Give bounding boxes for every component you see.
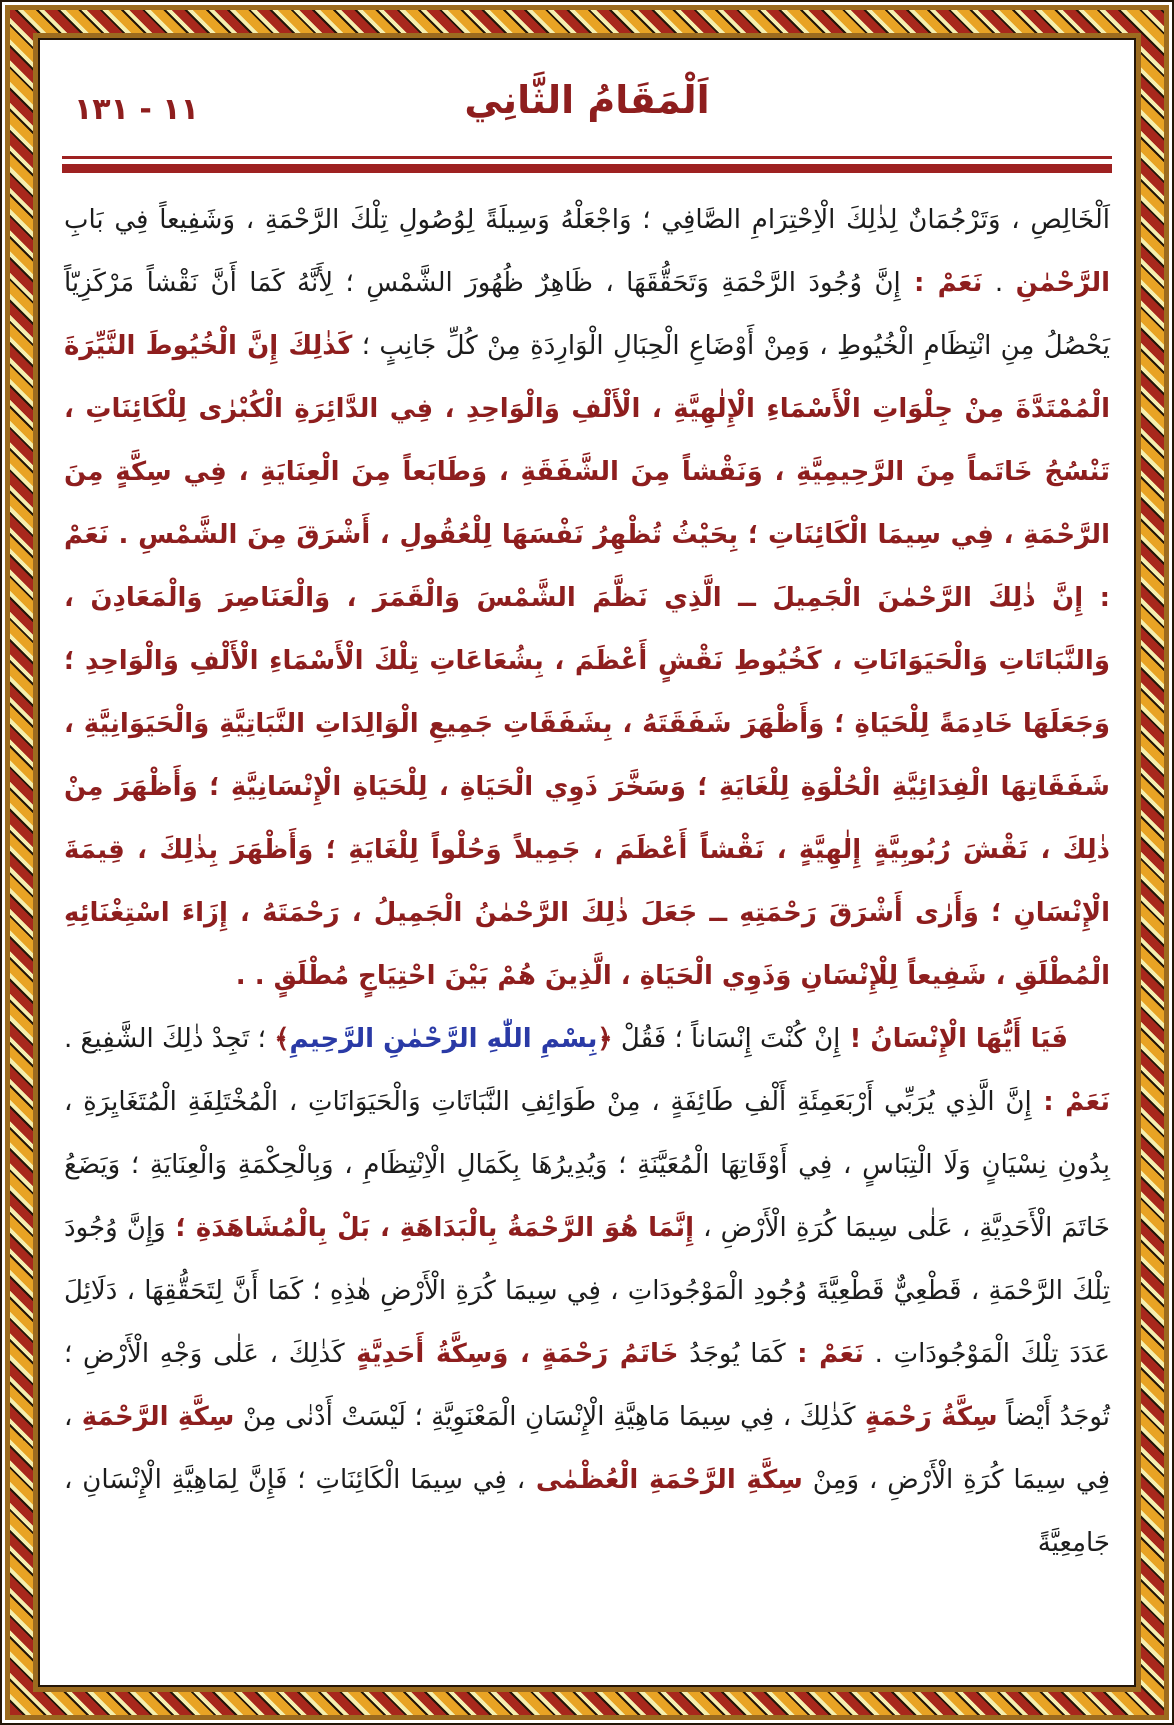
text-segment: إِنْ كُنْتَ إِنْسَاناً ؛ فَقُلْ — [612, 1024, 841, 1054]
page-number: ١١ - ١٣١ — [74, 92, 199, 127]
text-segment: ، فِي سِيمَا كُرَةِ الْأَرْضِ ، وَمِنْ — [64, 1402, 1111, 1495]
text-segment: وَإِنَّ وُجُودَ تِلْكَ الرَّحْمَةِ ، قَطْعِيٌّ قَطْعِيَّةَ وُجُودِ الْمَوْجُودَاتِ ، فِي سِيمَا كُرَةِ الْأَرْضِ هٰذِهِ ؛ كَمَا أَنَّ لِتَحَقُّقِهَا ، دَلَائِلَ عَدَدَ تِلْكَ الْمَوْجُودَاتِ . — [64, 1213, 1110, 1369]
text-segment: . — [982, 268, 1016, 298]
text-segment: كَذٰلِكَ إِنَّ الْخُيُوطَ النَّيِّرَةَ الْمُمْتَدَّةَ مِنْ جِلْوَاتِ الْأَسْمَاءِ الْإِلٰهِيَّةِ ، الْأَلْفِ وَالْوَاحِدِ ، فِي الدَّائِرَةِ الْكُبْرٰى لِلْكَائِنَاتِ ، تَنْسُجُ خَاتَماً مِنَ الرَّحِيمِيَّةِ ، وَنَقْشاً مِنَ الشَّفَقَةِ ، وَطَابَعاً مِنَ الْعِنَايَةِ ، فِي سِكَّةٍ مِنَ الرَّحْمَةِ ، فِي سِيمَا الْكَائِنَاتِ ؛ بِحَيْثُ تُظْهِرُ نَفْسَهَا لِلْعُقُولِ ، أَشْرَقَ مِنَ الشَّمْسِ . نَعَمْ : إِنَّ ذٰلِكَ الرَّحْمٰنَ الْجَمِيلَ ــ الَّذِي نَظَّمَ الشَّمْسَ وَالْقَمَرَ ، وَالْعَنَاصِرَ وَالْمَعَادِنَ ، وَالنَّبَاتَاتِ وَالْحَيَوَانَاتِ ، كَخُيُوطِ نَقْشٍ أَعْظَمَ ، بِشُعَاعَاتِ تِلْكَ الْأَسْمَاءِ الْأَلْفِ وَالْوَاحِدِ ؛ وَجَعَلَهَا خَادِمَةً لِلْحَيَاةِ ؛ وَأَظْهَرَ شَفَقَتَهُ ، بِشَفَقَاتِ جَمِيعِ الْوَالِدَاتِ النَّبَاتِيَّةِ وَالْحَيَوَانِيَّةِ ، شَفَقَاتِهَا الْفِدَائِيَّةِ الْحُلْوَةِ لِلْغَايَةِ ؛ وَسَخَّرَ ذَوِي الْحَيَاةِ ، لِلْحَيَاةِ الْإِنْسَانِيَّةِ ؛ وَأَظْهَرَ مِنْ ذٰلِكَ ، نَقْشَ رُبُوبِيَّةٍ إِلٰهِيَّةٍ ، نَقْشاً أَعْظَمَ ، جَمِيلاً وَحُلْواً لِلْغَايَةِ ؛ وَأَظْهَرَ بِذٰلِكَ ، قِيمَةَ الْإِنْسَانِ ؛ وَأَرٰى أَشْرَقَ رَحْمَتِهِ ــ جَعَلَ ذٰلِكَ الرَّحْمٰنُ الْجَمِيلُ ، رَحْمَتَهُ ، إِزَاءَ اسْتِغْنَائِهِ الْمُطْلَقِ ، شَفِيعاً لِلْإِنْسَانِ وَذَوِي الْحَيَاةِ ، الَّذِينَ هُمْ بَيْنَ احْتِيَاجٍ مُطْلَقٍ . . — [64, 331, 1110, 991]
page-content — [38, 38, 1136, 1687]
body-text — [60, 189, 1114, 1575]
text-segment: كَمَا يُوجَدُ — [678, 1339, 786, 1369]
text-segment: نَعَمْ : — [785, 1339, 864, 1369]
text-segment: الرَّحْمٰنِ — [1015, 268, 1110, 298]
text-segment: نَعَمْ : — [1031, 1087, 1111, 1117]
page-header — [60, 66, 1114, 150]
text-segment: اَلْخَالِصِ ، وَتَرْجُمَانٌ لِذٰلِكَ الْاِحْتِرَامِ الصَّافِي ؛ وَاجْعَلْهُ وَسِيلَةً لِوُصُولِ تِلْكَ الرَّحْمَةِ ، وَشَفِيعاً فِي بَابِ — [64, 205, 1110, 235]
text-segment: كَذٰلِكَ ، عَلٰى وَجْهِ الْأَرْضِ ؛ تُوجَدُ أَيْضاً — [64, 1339, 1110, 1432]
paragraph — [64, 189, 1110, 1008]
text-segment: خَاتَمُ رَحْمَةٍ ، وَسِكَّةُ أَحَدِيَّةٍ — [344, 1339, 679, 1369]
quran-bracket-ornament: ﴾ — [274, 1024, 290, 1054]
header-rule-thin — [62, 156, 1112, 159]
quran-bracket-ornament: ﴿ — [597, 1024, 613, 1054]
page-title: اَلْمَقَامُ الثَّانِي — [464, 78, 710, 122]
text-segment: إِنَّ وُجُودَ الرَّحْمَةِ وَتَحَقُّقَهَا ، ظَاهِرٌ ظُهُورَ الشَّمْسِ ؛ لِأَنَّهُ كَمَا أَنَّ نَقْشاً مَرْكَزِيّاً يَحْصُلُ مِنِ انْتِظَامِ الْخُيُوطِ ، وَمِنْ أَوْضَاعِ الْحِبَالِ الْوَارِدَةِ مِنْ كُلِّ جَانِبٍ ؛ — [64, 268, 1111, 361]
paragraph — [64, 1008, 1110, 1575]
text-segment: ؛ تَجِدْ ذٰلِكَ الشَّفِيعَ . — [64, 1024, 275, 1054]
text-segment: كَذٰلِكَ ، فِي سِيمَا مَاهِيَّةِ الْإِنْسَانِ الْمَعْنَوِيَّةِ ؛ لَيْسَتْ أَدْنٰى مِنْ — [234, 1402, 856, 1432]
text-segment: سِكَّةُ رَحْمَةٍ — [855, 1402, 998, 1432]
text-segment: إِنَّمَا هُوَ الرَّحْمَةُ بِالْبَدَاهَةِ ، بَلْ بِالْمُشَاهَدَةِ ؛ — [165, 1213, 695, 1243]
text-segment: بِسْمِ اللّٰهِ الرَّحْمٰنِ الرَّحِيمِ — [289, 1024, 598, 1054]
text-segment: إِنَّ الَّذِي يُرَبِّي أَرْبَعَمِئَةِ أَلْفِ طَائِفَةٍ ، مِنْ طَوَائِفِ النَّبَاتَاتِ وَالْحَيَوَانَاتِ ، الْمُخْتَلِفَةِ الْمُتَغَايِرَةِ ، بِدُونِ نِسْيَانٍ وَلَا الْتِبَاسٍ ، فِي أَوْقَاتِهَا الْمُعَيَّنَةِ ؛ وَيُدِيرُهَا بِكَمَالِ الْاِنْتِظَامِ ، وَبِالْحِكْمَةِ وَالْعِنَايَةِ ؛ وَيَضَعُ خَاتَمَ الْأَحَدِيَّةِ ، عَلٰى سِيمَا كُرَةِ الْأَرْضِ ، — [64, 1087, 1110, 1243]
text-segment: نَعَمْ : — [900, 268, 983, 298]
text-segment: فَيَا أَيُّهَا الْإِنْسَانُ ! — [840, 1024, 1069, 1054]
text-segment: سِكَّةِ الرَّحْمَةِ الْعُظْمٰى — [525, 1465, 803, 1495]
header-rule-thick — [62, 164, 1112, 173]
text-segment: ، فِي سِيمَا الْكَائِنَاتِ ؛ فَإِنَّ لِمَاهِيَّةِ الْإِنْسَانِ ، جَامِعِيَّةً — [64, 1465, 1110, 1558]
text-segment: سِكَّةِ الرَّحْمَةِ — [72, 1402, 235, 1432]
